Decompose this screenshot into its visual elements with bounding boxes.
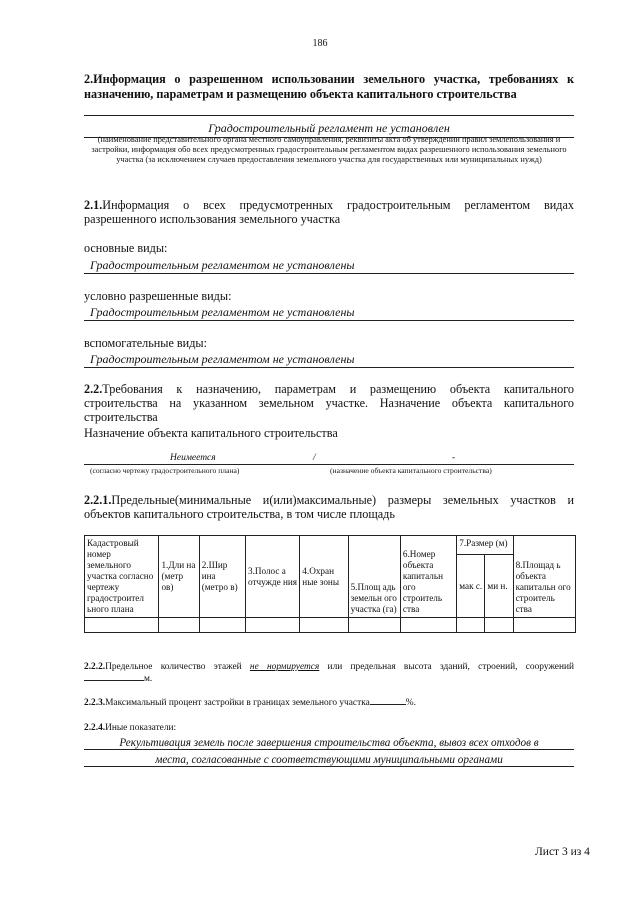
- floors-value: не нормируется: [249, 662, 320, 672]
- col-object-number: 6.Номер объекта капитальн ого строитель ства: [400, 536, 456, 618]
- section-2-2-1: [84, 493, 574, 521]
- cell: [245, 618, 299, 633]
- purpose-field-1: Неимеется: [170, 453, 216, 463]
- cell: [485, 618, 513, 633]
- purpose-caption-1: (согласно чертежу градостроительного плана): [90, 466, 240, 475]
- table-header-row: [85, 536, 576, 555]
- parameters-table: [84, 535, 576, 633]
- purpose-field-2: -: [452, 453, 456, 463]
- col-cadastral: Кадастровый номер земельного участка согласно чертежу градостроител ьного плана: [85, 536, 159, 618]
- divider: [84, 115, 574, 116]
- col-width: 2.Шир ина (метро в): [199, 536, 245, 618]
- cell: [159, 618, 199, 633]
- section-2-2-1-text: Предельные(минимальные и(или)максимальные) размеры земельных участков и объектов капитального строительства, в том числе площадь: [84, 493, 574, 521]
- percent-unit: %.: [405, 698, 416, 708]
- regulation-status: Градостроительный регламент не установлен: [84, 121, 574, 138]
- cell: [199, 618, 245, 633]
- section-2-1: [84, 198, 574, 226]
- cell: [300, 618, 348, 633]
- cell: [85, 618, 159, 633]
- section-2-1-num: 2.1.: [84, 198, 103, 212]
- percent-blank: [370, 704, 406, 705]
- purpose-line: [84, 464, 574, 465]
- cell: [513, 618, 575, 633]
- col-protection-zones: 4.Охран ные зоны: [300, 536, 348, 618]
- section-2-1-text: Информация о всех предусмотренных градостроительным регламентом видах разрешенного использования земельного участка: [84, 198, 574, 226]
- section-2-2-3-text: Максимальный процент застройки в границах земельного участка: [105, 698, 370, 708]
- section-2-2-1-num: 2.2.1.: [84, 493, 112, 507]
- cell: [457, 618, 485, 633]
- col-size: 7.Размер (м): [457, 536, 513, 555]
- height-unit: м.: [144, 674, 153, 684]
- col-land-area: 5.Площ адь земельн ого участка (га): [348, 536, 400, 618]
- main-types-label: основные виды:: [84, 241, 168, 255]
- section-2-2-text: Требования к назначению, параметрам и размещению объекта капитального строительства на указанном земельном участке. Назначение объекта капитального строительства: [84, 382, 574, 424]
- section-2-2-2: [84, 661, 574, 685]
- section-2-2: [84, 382, 574, 424]
- section-2-2-4: [84, 722, 176, 734]
- section-2-2-2-text-a: Предельное количество этажей: [105, 662, 242, 672]
- conditional-types-label: условно разрешенные виды:: [84, 289, 232, 303]
- auxiliary-types-label: вспомогательные виды:: [84, 336, 207, 350]
- section-2-2-4-num: 2.2.4.: [84, 723, 106, 733]
- table-row: [85, 618, 576, 633]
- cell: [348, 618, 400, 633]
- purpose-caption-2: (назначение объекта капитального строительства): [330, 466, 492, 475]
- page-number: 186: [312, 38, 328, 49]
- height-blank: [84, 680, 144, 681]
- section-2-2-3: [84, 697, 416, 709]
- cell: [400, 618, 456, 633]
- section-2-2-4-text: Иные показатели:: [105, 723, 177, 733]
- col-size-max: мак с.: [457, 555, 485, 618]
- section-2-2-3-num: 2.2.3.: [84, 698, 106, 708]
- col-object-area: 8.Площад ь объекта капитальн ого строитель ства: [513, 536, 575, 618]
- main-types-value: Градостроительным регламентом не установлены: [84, 258, 574, 274]
- auxiliary-types-value: Градостроительным регламентом не установлены: [84, 352, 574, 368]
- conditional-types-value: Градостроительным регламентом не установлены: [84, 305, 574, 321]
- section-2-2-num: 2.2.: [84, 382, 103, 396]
- col-length: 1.Дли на (метр ов): [159, 536, 199, 618]
- regulation-note: (наименование представительного органа местного самоуправления, реквизиты акта об утверждении правил землепользования и застройки, информация обо всех предусмотренных градостроительным регламентом видах разрешенного использования земельного участка (за исключением случаев предоставления земельного участка для государственных или муниципальных нужд): [91, 135, 567, 164]
- other-indicators-line-1: Рекультивация земель после завершения строительства объекта, вывоз всех отходов в: [84, 737, 574, 750]
- sheet-number: Лист 3 из 4: [535, 846, 590, 858]
- col-size-min: ми н.: [485, 555, 513, 618]
- section-2-2-2-text-b: или предельная высота зданий, строений, сооружений: [327, 662, 575, 672]
- section-2-heading: 2.Информация о разрешенном использовании земельного участка, требованиях к назначению, параметрам и размещению объекта капитального строительства: [84, 72, 574, 101]
- col-exclusion-strip: 3.Полос а отчужде ния: [245, 536, 299, 618]
- section-2-2-2-num: 2.2.2.: [84, 662, 106, 672]
- other-indicators-line-2: места, согласованные с соответствующими муниципальными органами: [84, 754, 574, 767]
- purpose-label: Назначение объекта капитального строительства: [84, 426, 338, 440]
- purpose-separator: /: [313, 453, 316, 463]
